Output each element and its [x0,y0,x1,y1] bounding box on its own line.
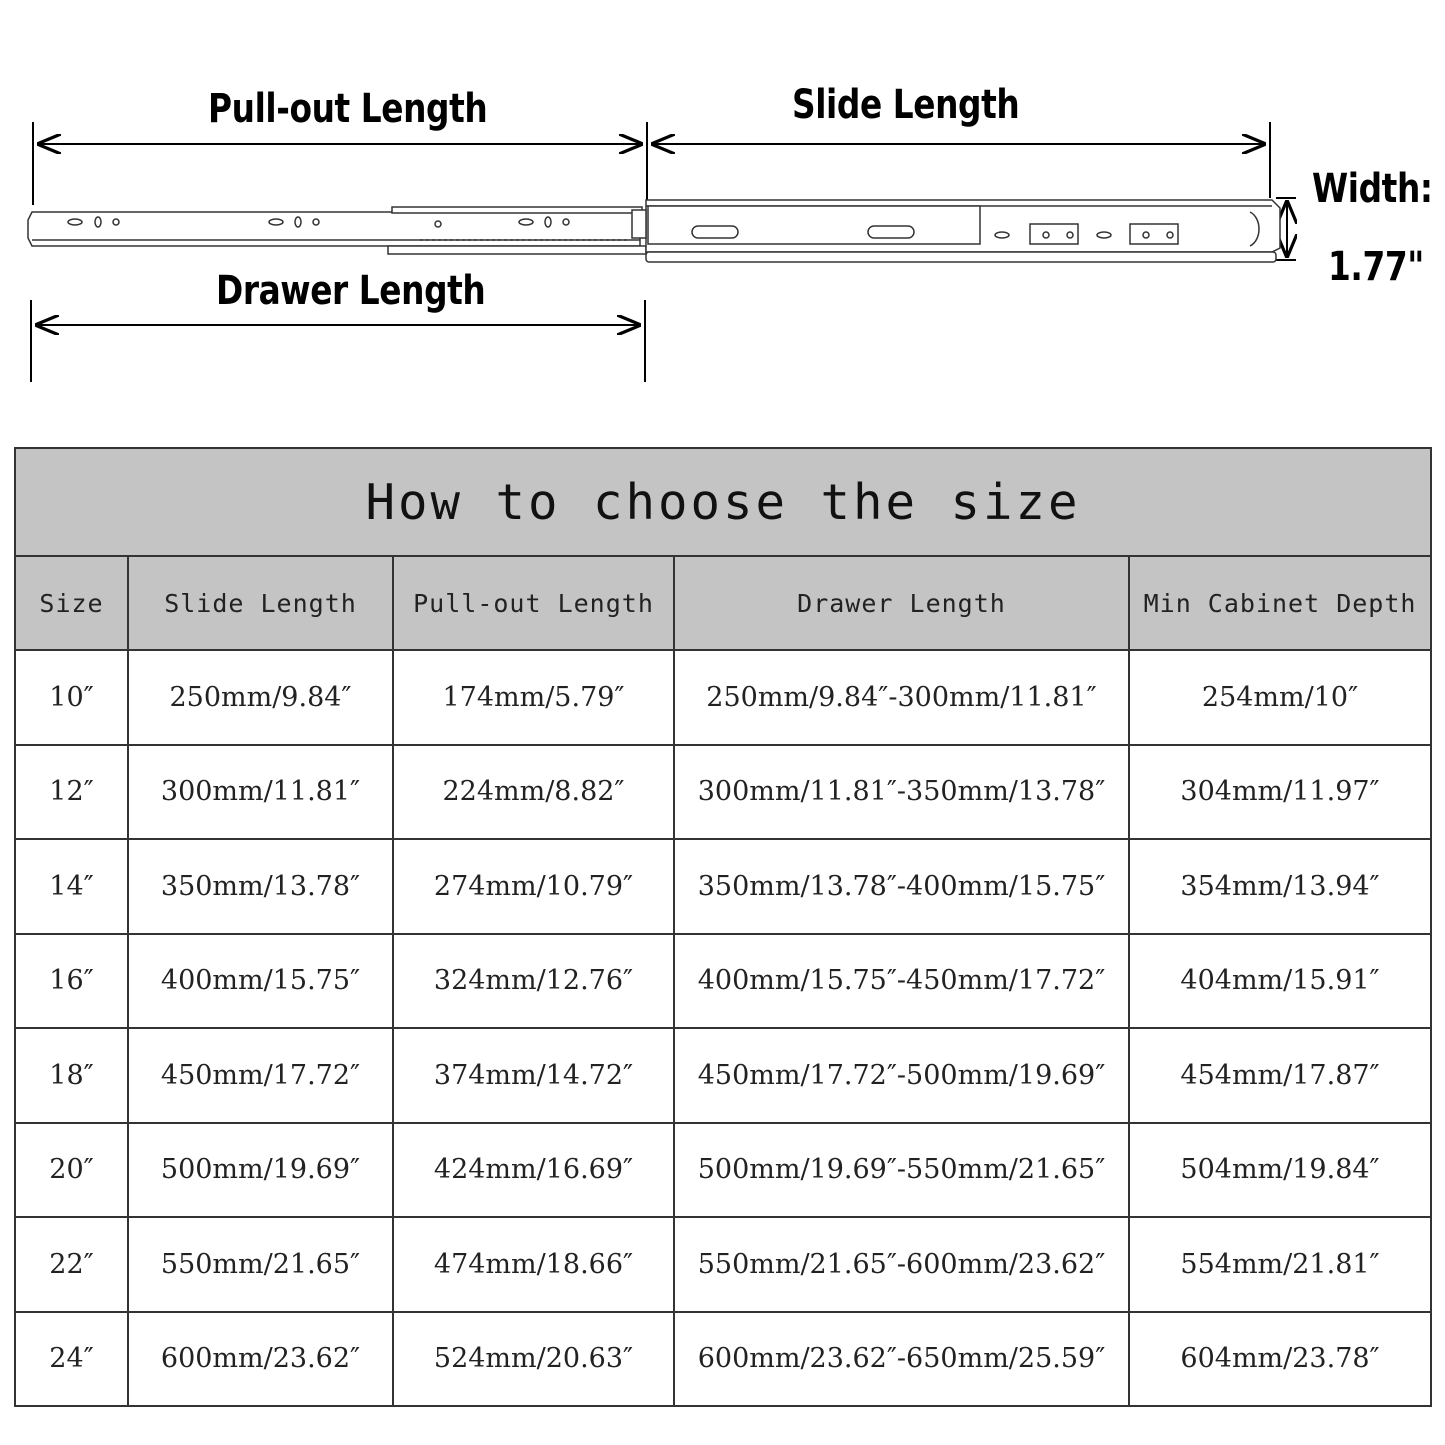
table-row [15,934,1431,1029]
cell-pullout-length: 524mm/20.63″ [393,1312,674,1407]
cell-slide-length: 500mm/19.69″ [128,1123,393,1218]
table-header-row [15,556,1431,650]
cell-min-cabinet-depth: 454mm/17.87″ [1129,1028,1431,1123]
table-row [15,839,1431,934]
cell-pullout-length: 424mm/16.69″ [393,1123,674,1218]
cell-size: 10″ [15,650,128,745]
pullout-length-label: Pull-out Length [208,86,488,132]
cell-size: 18″ [15,1028,128,1123]
cell-min-cabinet-depth: 354mm/13.94″ [1129,839,1431,934]
cell-slide-length: 300mm/11.81″ [128,745,393,840]
table-row [15,1123,1431,1218]
cell-drawer-length: 600mm/23.62″-650mm/25.59″ [674,1312,1129,1407]
cell-size: 16″ [15,934,128,1029]
cell-slide-length: 400mm/15.75″ [128,934,393,1029]
cell-min-cabinet-depth: 254mm/10″ [1129,650,1431,745]
cell-slide-length: 250mm/9.84″ [128,650,393,745]
cell-pullout-length: 324mm/12.76″ [393,934,674,1029]
cell-size: 20″ [15,1123,128,1218]
width-label: Width: [1312,166,1433,212]
drawer-length-label: Drawer Length [216,268,486,314]
size-table [14,447,1432,1407]
cell-pullout-length: 374mm/14.72″ [393,1028,674,1123]
table-row [15,1312,1431,1407]
cell-pullout-length: 474mm/18.66″ [393,1217,674,1312]
cell-drawer-length: 500mm/19.69″-550mm/21.65″ [674,1123,1129,1218]
cell-slide-length: 600mm/23.62″ [128,1312,393,1407]
cell-slide-length: 450mm/17.72″ [128,1028,393,1123]
cell-size: 22″ [15,1217,128,1312]
cell-slide-length: 350mm/13.78″ [128,839,393,934]
cell-drawer-length: 350mm/13.78″-400mm/15.75″ [674,839,1129,934]
cell-drawer-length: 400mm/15.75″-450mm/17.72″ [674,934,1129,1029]
width-value: 1.77" [1328,244,1424,290]
table-row [15,1217,1431,1312]
drawer-slide-diagram [0,0,1445,420]
cell-drawer-length: 300mm/11.81″-350mm/13.78″ [674,745,1129,840]
table-row [15,1028,1431,1123]
cell-size: 14″ [15,839,128,934]
cell-pullout-length: 274mm/10.79″ [393,839,674,934]
cell-pullout-length: 174mm/5.79″ [393,650,674,745]
column-header-slide-length: Slide Length [128,556,393,650]
cell-drawer-length: 450mm/17.72″-500mm/19.69″ [674,1028,1129,1123]
cell-min-cabinet-depth: 604mm/23.78″ [1129,1312,1431,1407]
table-title-row [15,448,1431,556]
table-row [15,745,1431,840]
cell-min-cabinet-depth: 554mm/21.81″ [1129,1217,1431,1312]
cell-min-cabinet-depth: 304mm/11.97″ [1129,745,1431,840]
slide-drawing [0,0,1445,420]
slide-length-label: Slide Length [792,82,1020,128]
table-row [15,650,1431,745]
slide-rail [28,200,1280,262]
column-header-drawer-length: Drawer Length [674,556,1129,650]
cell-slide-length: 550mm/21.65″ [128,1217,393,1312]
cell-drawer-length: 550mm/21.65″-600mm/23.62″ [674,1217,1129,1312]
cell-size: 24″ [15,1312,128,1407]
table-title: How to choose the size [15,448,1431,556]
cell-min-cabinet-depth: 404mm/15.91″ [1129,934,1431,1029]
column-header-pullout-length: Pull-out Length [393,556,674,650]
column-header-size: Size [15,556,128,650]
column-header-min-cabinet-depth: Min Cabinet Depth [1129,556,1431,650]
cell-drawer-length: 250mm/9.84″-300mm/11.81″ [674,650,1129,745]
cell-pullout-length: 224mm/8.82″ [393,745,674,840]
cell-size: 12″ [15,745,128,840]
cell-min-cabinet-depth: 504mm/19.84″ [1129,1123,1431,1218]
